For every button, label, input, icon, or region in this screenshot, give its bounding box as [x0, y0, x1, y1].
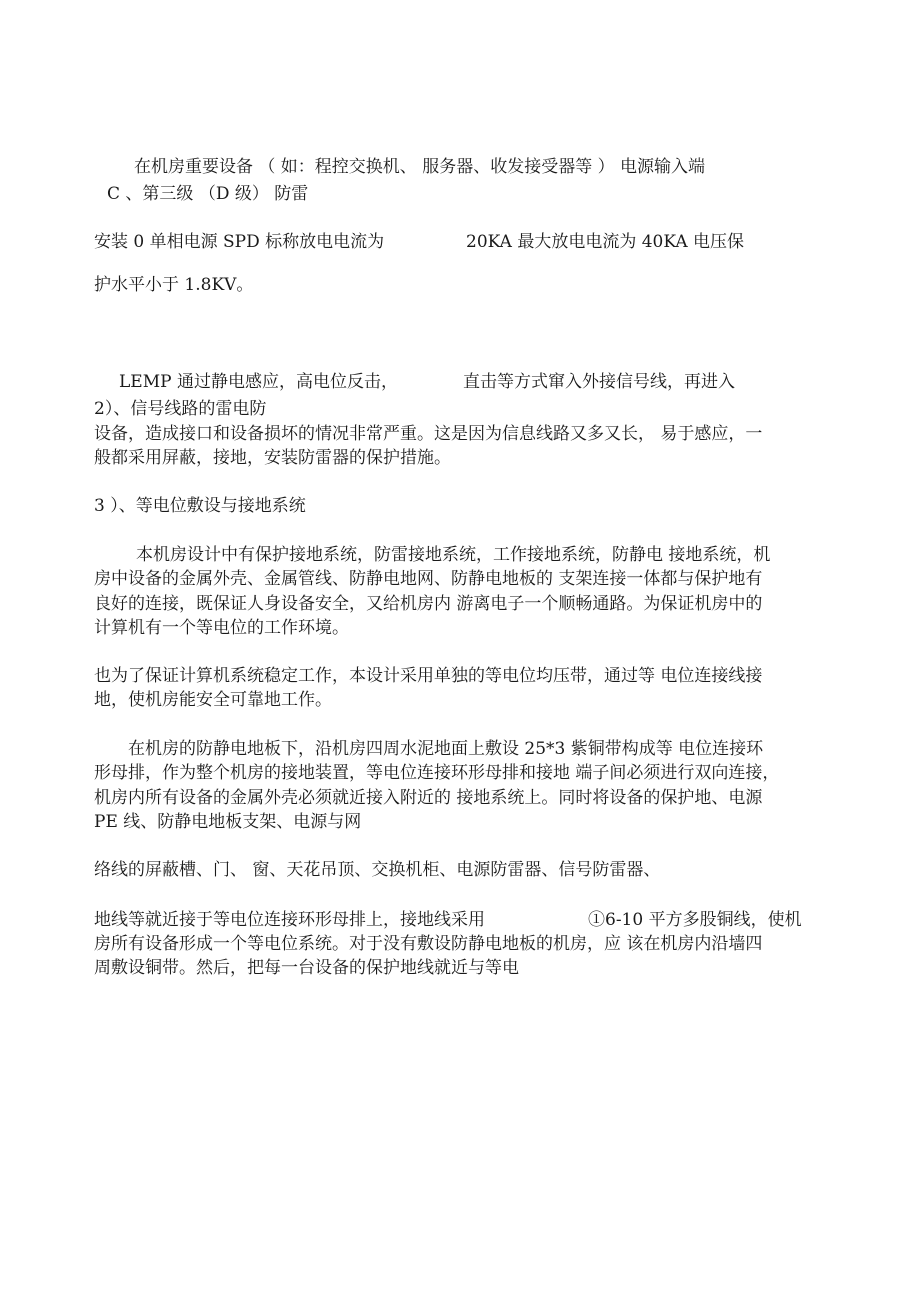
text-line: 在机房的防静电地板下，沿机房四周水泥地面上敷设 25*3 紫铜带构成等 电位连接环	[128, 739, 764, 759]
text-line: LEMP 通过静电感应，高电位反击，	[119, 372, 398, 392]
text-line: C 、第三级 （D 级） 防雷	[107, 184, 309, 204]
text-line: 设备，造成接口和设备损坏的情况非常严重。这是因为信息线路又多又长， 易于感应，一	[94, 424, 763, 444]
text-line: ①6-10 平方多股铜线，使机	[588, 910, 802, 930]
section-heading: 3 ）、等电位敷设与接地系统	[94, 496, 306, 516]
text-line: 般都采用屏蔽，接地，安装防雷器的保护措施。	[94, 448, 451, 468]
text-line: 形母排，作为整个机房的接地装置，等电位连接环形母排和接地 端子间必须进行双向连接，	[94, 763, 780, 783]
text-line: 也为了保证计算机系统稳定工作，本设计采用单独的等电位均压带，通过等 电位连接线接	[94, 666, 763, 686]
text-line: 机房内所有设备的金属外壳必须就近接入附近的 接地系统上。同时将设备的保护地、电源	[94, 788, 763, 808]
text-line: 20KA 最大放电电流为 40KA 电压保	[466, 232, 745, 252]
text-line: 本机房设计中有保护接地系统，防雷接地系统，工作接地系统，防静电 接地系统，机	[136, 545, 771, 565]
text-line: 周敷设铜带。然后，把每一台设备的保护地线就近与等电	[94, 958, 519, 978]
text-line: PE 线、防静电地板支架、电源与网	[94, 812, 362, 832]
text-line: 良好的连接，既保证人身设备安全，又给机房内 游离电子一个顺畅通路。为保证机房中的	[94, 594, 763, 614]
text-line: 安装 0 单相电源 SPD 标称放电电流为	[94, 232, 385, 252]
text-line: 房所有设备形成一个等电位系统。对于没有敷设防静电地板的机房，应 该在机房内沿墙四	[94, 934, 763, 954]
text-line: 房中设备的金属外壳、金属管线、防静电地网、防静电地板的 支架连接一体都与保护地有	[94, 569, 763, 589]
text-line: 络线的屏蔽槽、门、 窗、天花吊顶、交换机柜、电源防雷器、信号防雷器、	[94, 860, 661, 880]
text-line: 地，使机房能安全可靠地工作。	[94, 690, 332, 710]
section-heading: 2）、信号线路的雷电防	[94, 399, 267, 419]
text-line: 在机房重要设备 （ 如：程控交换机、 服务器、收发接受器等 ） 电源输入端	[134, 157, 706, 177]
text-line: 直击等方式窜入外接信号线，再进入	[463, 372, 735, 392]
text-line: 护水平小于 1.8KV。	[94, 275, 254, 295]
text-line: 计算机有一个等电位的工作环境。	[94, 618, 349, 638]
text-line: 地线等就近接于等电位连接环形母排上，接地线采用	[94, 910, 485, 930]
